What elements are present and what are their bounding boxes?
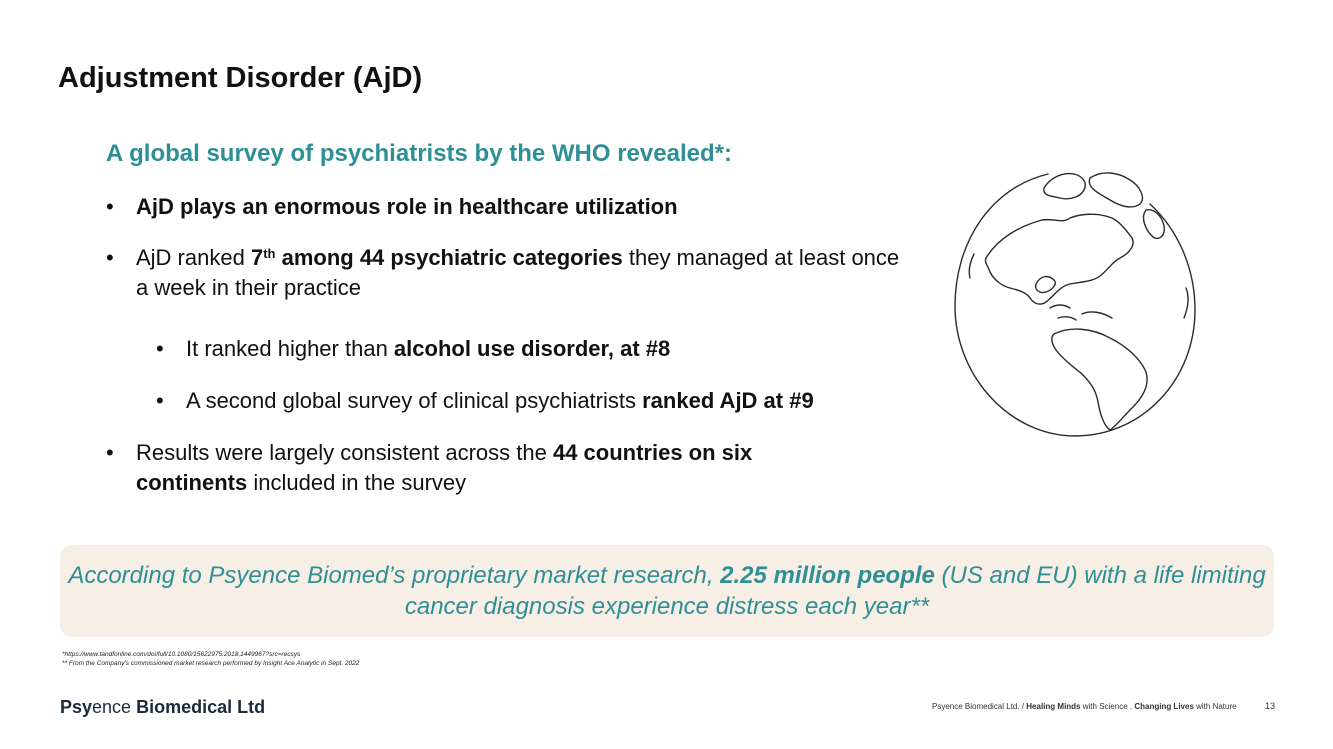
logo-text: Psy (60, 697, 93, 717)
bullet-bold-text: 7 (250, 245, 264, 270)
bullet-item (106, 243, 906, 303)
page-title: Adjustment Disorder (AjD) (58, 62, 423, 94)
footnote: ** From the Company's commissioned market research performed by Insight Ace Analytic in Sept. 2022 (62, 660, 360, 667)
callout-text: (US and EU) with a life limiting cancer diagnosis experience distress each year** (404, 562, 1266, 620)
bullet-text: Results were largely consistent across the (136, 440, 553, 465)
bullet-marker: • (106, 194, 114, 219)
bullet-marker: • (106, 440, 114, 465)
bullet-marker: • (156, 388, 164, 413)
tagline-bold: Changing Lives (1134, 702, 1194, 711)
bullet-item (106, 192, 896, 222)
bullet-bold-text: alcohol use disorder, at #8 (393, 336, 671, 361)
section-subtitle: A global survey of psychiatrists by the WHO revealed*: (106, 140, 732, 167)
logo-text: ence (92, 697, 132, 717)
callout-highlight: 2.25 million people (720, 562, 935, 589)
bullet-item (106, 438, 856, 498)
bullet-marker: • (156, 336, 164, 361)
company-logo (60, 697, 265, 718)
bullet-text: It ranked higher than (186, 336, 394, 361)
bullet-bold-text: 44 countries on six continents (136, 440, 753, 495)
bullet-text: AjD ranked (136, 245, 251, 270)
logo-text: Biomedical Ltd (131, 697, 266, 717)
bullet-text: A second global survey of clinical psychiatrists (186, 388, 643, 413)
tagline-text: with Nature (1193, 702, 1237, 711)
tagline-bold: Healing Minds (1026, 702, 1081, 711)
callout-box (60, 545, 1274, 637)
globe-icon (950, 158, 1200, 440)
sub-bullet-item (156, 386, 946, 416)
bullet-bold-text: among 44 psychiatric categories (275, 245, 623, 270)
ordinal-suffix: th (263, 246, 276, 261)
page-number: 13 (1265, 701, 1276, 711)
footnote: *https://www.tandfonline.com/doi/full/10.1080/15622975.2018.1449967?src=recsys (62, 651, 301, 658)
bullet-text: included in the survey (247, 470, 467, 495)
bullet-marker: • (106, 245, 114, 270)
bullet-text: they managed at least once a week in their practice (136, 245, 900, 300)
footer-tagline (932, 702, 1237, 711)
tagline-text: with Science . (1080, 702, 1135, 711)
bullet-bold-text: AjD plays an enormous role in healthcare utilization (136, 194, 678, 219)
callout-text: According to Psyence Biomed’s proprietary market research, (68, 562, 721, 589)
bullet-bold-text: ranked AjD at #9 (642, 388, 814, 413)
sub-bullet-item (156, 334, 946, 364)
tagline-text: Psyence Biomedical Ltd. / (932, 702, 1027, 711)
